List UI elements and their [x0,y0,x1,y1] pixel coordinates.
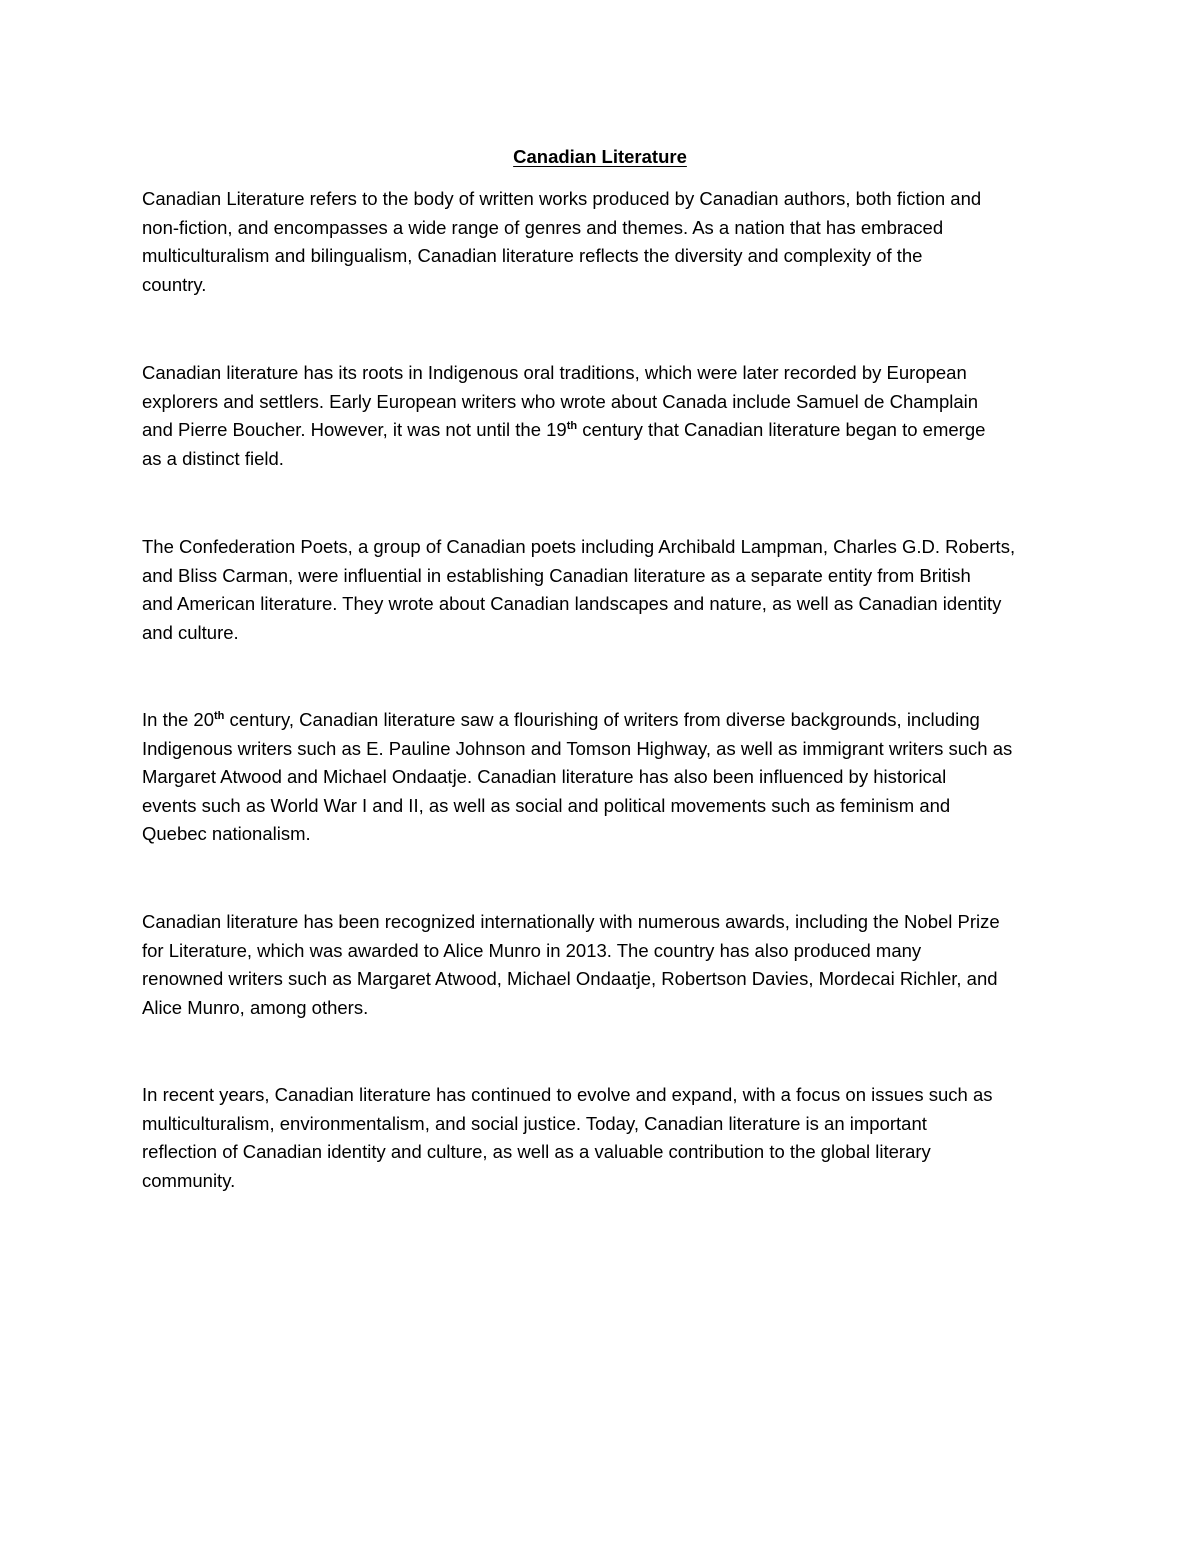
paragraph-line: Quebec nationalism. [142,823,311,845]
paragraph-line: Alice Munro, among others. [142,996,369,1018]
line-text: century, Canadian literature saw a flourishing of writers from diverse backgrounds, including [224,709,980,730]
paragraph-line: country. [142,273,207,295]
paragraph-line: renowned writers such as Margaret Atwood, Michael Ondaatje, Robertson Davies, Mordecai Richler, and [142,968,998,990]
paragraph-line: and American literature. They wrote about Canadian landscapes and nature, as well as Canadian identity [142,593,1002,615]
paragraph-line: community. [142,1169,236,1191]
line-text: and Pierre Boucher. However, it was not until the 19 [142,419,567,441]
paragraph-line: as a distinct field. [142,447,284,469]
line-text: century that Canadian literature began to emerge [577,419,986,441]
paragraph-line: non-fiction, and encompasses a wide range of genres and themes. As a nation that has embraced [142,216,944,238]
paragraph-line [142,416,1062,445]
paragraph-line: and culture. [142,621,239,643]
paragraph-line: In recent years, Canadian literature has continued to evolve and expand, with a focus on issues such as [142,1084,993,1105]
paragraph-line: Canadian literature has been recognized internationally with numerous awards, including the Nobel Prize [142,911,1000,932]
ordinal-superscript: th [566,420,578,433]
paragraph-line [142,706,1062,735]
paragraph-line: multiculturalism and bilingualism, Canadian literature reflects the diversity and complexity of the [142,245,923,267]
paragraph-recognition [142,908,1062,1022]
paragraph-line: multiculturalism, environmentalism, and social justice. Today, Canadian literature is an important [142,1112,927,1134]
paragraph-line: The Confederation Poets, a group of Canadian poets including Archibald Lampman, Charles G.D. Roberts, [142,536,1016,557]
paragraph-line: explorers and settlers. Early European writers who wrote about Canada include Samuel de Champlain [142,390,979,412]
paragraph-line: and Bliss Carman, were influential in establishing Canadian literature as a separate entity from British [142,564,971,586]
paragraph-line: Indigenous writers such as E. Pauline Johnson and Tomson Highway, as well as immigrant writers such as [142,737,1013,759]
paragraph-introduction [142,185,1062,299]
paragraph-recent-years [142,1081,1062,1195]
paragraph-line: Canadian literature has its roots in Indigenous oral traditions, which were later recorded by European [142,362,967,383]
paragraph-line: Canadian Literature refers to the body of written works produced by Canadian authors, both fiction and [142,188,982,209]
line-text: In the 20 [142,709,215,730]
paragraph-origins [142,359,1062,473]
paragraph-line: Margaret Atwood and Michael Ondaatje. Canadian literature has also been influenced by historical [142,766,947,788]
paragraph-twentieth-century [142,706,1062,849]
paragraph-confederation-poets [142,533,1062,647]
document-title: Canadian Literature [513,146,687,167]
paragraph-line: for Literature, which was awarded to Alice Munro in 2013. The country has also produced many [142,939,922,961]
ordinal-superscript: th [214,709,225,722]
paragraph-line: events such as World War I and II, as well as social and political movements such as feminism and [142,794,951,816]
paragraph-line: reflection of Canadian identity and culture, as well as a valuable contribution to the global literary [142,1141,931,1163]
